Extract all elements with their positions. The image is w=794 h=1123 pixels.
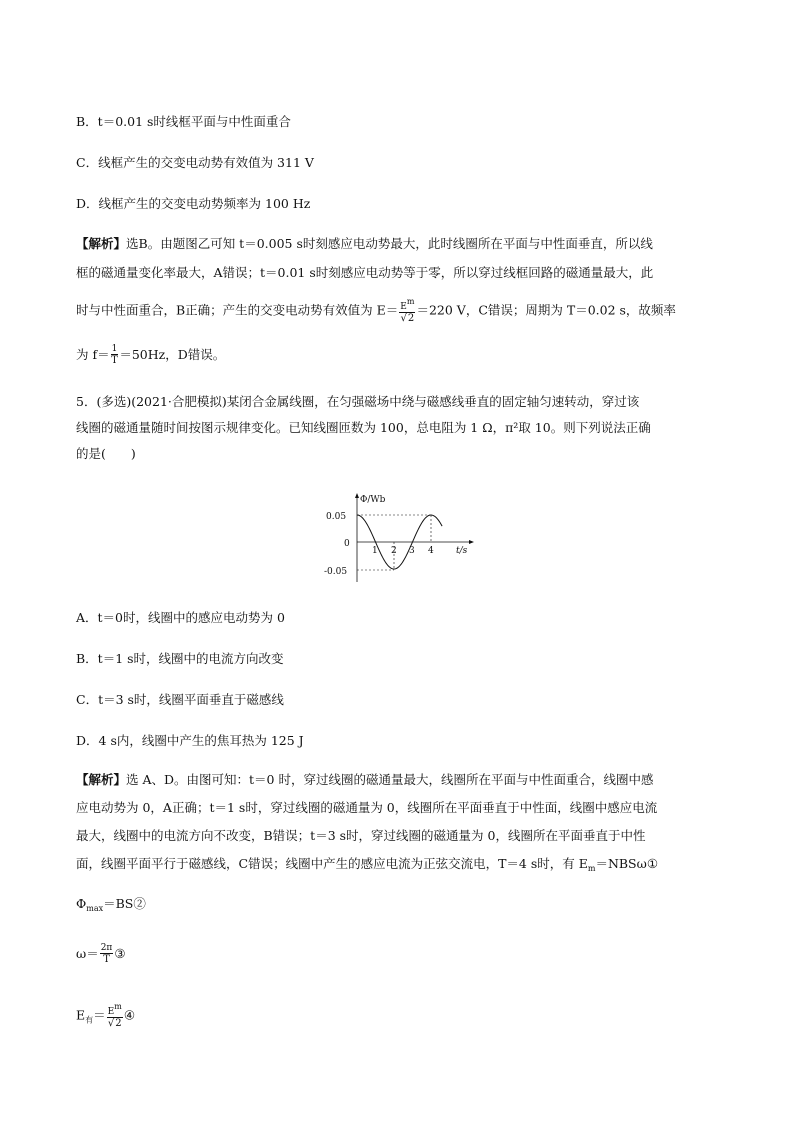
y-tick-label-top: 0.05 — [326, 512, 347, 522]
option-b: B．t＝0.01 s时线框平面与中性面重合 — [76, 114, 291, 129]
option5-a: A．t＝0时，线圈中的感应电动势为 0 — [76, 610, 285, 625]
question5-line2: 线圈的磁通量随时间按图示规律变化。已知线圈匝数为 100，总电阻为 1 Ω，π²取 10。则下列说法正确 — [76, 420, 651, 435]
analysis1-line1: 【解析】选B。由题图乙可知 t＝0.005 s时刻感应电动势最大，此时线圈所在平面与中性面垂直，所以线 — [76, 236, 653, 251]
x-axis-arrow — [469, 540, 474, 544]
x-tick-label-2: 2 — [391, 546, 397, 556]
x-tick-label-4: 4 — [428, 546, 434, 556]
analysis1-line4: 为 f＝ $\frac{1}{T}$ ＝50Hz，D错误。 — [76, 344, 226, 366]
x-tick-label-3: 3 — [409, 546, 415, 556]
flux-time-graph — [320, 490, 480, 585]
fraction-2pi-over-t: $\frac{2\pi}{T}$ — [100, 943, 113, 965]
question5-line1: 5．(多选)(2021·合肥模拟)某闭合金属线圈，在匀强磁场中绕与磁感线垂直的固定轴匀速转动，穿过该 — [76, 394, 640, 409]
option-d: D．线框产生的交变电动势频率为 100 Hz — [76, 196, 311, 211]
option-c: C．线框产生的交变电动势有效值为 311 V — [76, 155, 314, 170]
analysis2-line2: 应电动势为 0，A正确；t＝1 s时，穿过线圈的磁通量为 0，线圈所在平面垂直于中性面，线圈中感应电流 — [76, 800, 658, 815]
analysis-tag: 【解析】 — [76, 236, 127, 251]
option5-c: C．t＝3 s时，线圈平面垂直于磁感线 — [76, 692, 284, 707]
y-tick-label-bottom: -0.05 — [324, 567, 348, 577]
option5-b: B．t＝1 s时，线圈中的电流方向改变 — [76, 651, 284, 666]
y-axis-label: Φ/Wb — [360, 495, 386, 505]
fraction-em-sqrt2: $\frac{Em}{√2}$ — [400, 297, 415, 324]
y-tick-label-zero: 0 — [344, 539, 350, 549]
analysis2-line4: 面，线圈平面平行于磁感线，C错误；线圈中产生的感应电流为正弦交流电，T＝4 s时，有 $E_m=NBS\omega ①$ — [76, 856, 659, 873]
equation-3: ω＝ $\frac{2\pi}{T}$ ③ — [76, 943, 126, 965]
analysis1-line2: 框的磁通量变化率最大，A错误；t＝0.01 s时刻感应电动势等于零，所以穿过线框回路的磁通量最大，此 — [76, 265, 654, 280]
fraction-em-sqrt2-eq4: $\frac{Em}{√2}$ — [107, 1002, 122, 1029]
x-tick-label-1: 1 — [372, 546, 378, 556]
equation-4: $E_有=$ $\frac{Em}{√2}$ ④ — [76, 1002, 136, 1029]
analysis2-line3: 最大，线圈中的电流方向不改变，B错误；t＝3 s时，穿过线圈的磁通量为 0，线圈所在平面垂直于中性 — [76, 828, 646, 843]
y-axis-arrow — [355, 493, 359, 498]
option5-d: D．4 s内，线圈中产生的焦耳热为 125 J — [76, 733, 304, 748]
equation-2: $\Phi_{max}=BS②$ — [76, 896, 146, 913]
x-axis-label: t/s — [456, 546, 468, 556]
analysis2-line1: 【解析】选 A、D。由图可知：t＝0 时，穿过线圈的磁通量最大，线圈所在平面与中性面重合，线圈中感 — [76, 772, 654, 787]
analysis-tag: 【解析】 — [76, 772, 127, 787]
analysis1-line3: 时与中性面重合，B正确；产生的交变电动势有效值为 E＝ $\frac{Em}{√2}$ ＝220 V，C错误；周期为 T＝0.02 s，故频率 — [76, 297, 676, 324]
fraction-1-over-t: $\frac{1}{T}$ — [111, 344, 118, 366]
question5-line3: 的是( ) — [76, 446, 136, 461]
